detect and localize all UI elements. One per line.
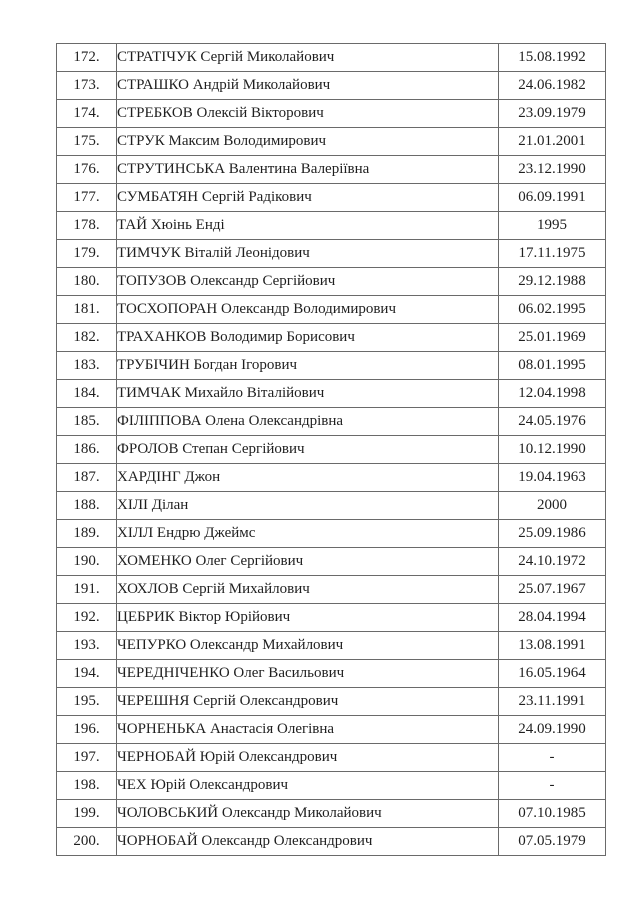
table-row [57, 548, 606, 576]
table-row [57, 520, 606, 548]
row-number-cell: 187. [57, 464, 117, 492]
table-row [57, 212, 606, 240]
person-name-cell: ТОСХОПОРАН Олександр Володимирович [117, 296, 499, 324]
birth-date-cell: 23.12.1990 [499, 156, 606, 184]
person-name-cell: ЧОРНЕНЬКА Анастасія Олегівна [117, 716, 499, 744]
birth-date-cell: 28.04.1994 [499, 604, 606, 632]
table-row [57, 576, 606, 604]
birth-date-cell: 06.02.1995 [499, 296, 606, 324]
table-row [57, 324, 606, 352]
person-name-cell: ЦЕБРИК Віктор Юрійович [117, 604, 499, 632]
birth-date-cell: 10.12.1990 [499, 436, 606, 464]
table-row [57, 436, 606, 464]
birth-date-cell: 24.10.1972 [499, 548, 606, 576]
person-name-cell: ЧЕРЕДНІЧЕНКО Олег Васильович [117, 660, 499, 688]
table-row [57, 380, 606, 408]
row-number-cell: 178. [57, 212, 117, 240]
birth-date-cell: 16.05.1964 [499, 660, 606, 688]
birth-date-cell: 24.06.1982 [499, 72, 606, 100]
birth-date-cell: 07.10.1985 [499, 800, 606, 828]
birth-date-cell: 17.11.1975 [499, 240, 606, 268]
birth-date-cell: 23.11.1991 [499, 688, 606, 716]
birth-date-cell: 1995 [499, 212, 606, 240]
row-number-cell: 180. [57, 268, 117, 296]
row-number-cell: 179. [57, 240, 117, 268]
row-number-cell: 197. [57, 744, 117, 772]
table-row [57, 660, 606, 688]
table-row [57, 296, 606, 324]
birth-date-cell: 07.05.1979 [499, 828, 606, 856]
table-row [57, 156, 606, 184]
table-row [57, 268, 606, 296]
row-number-cell: 188. [57, 492, 117, 520]
table-row [57, 772, 606, 800]
row-number-cell: 195. [57, 688, 117, 716]
table-row [57, 100, 606, 128]
person-name-cell: СТРАТІЧУК Сергій Миколайович [117, 44, 499, 72]
person-name-cell: ТИМЧУК Віталій Леонідович [117, 240, 499, 268]
table-row [57, 44, 606, 72]
row-number-cell: 176. [57, 156, 117, 184]
table-row [57, 184, 606, 212]
row-number-cell: 183. [57, 352, 117, 380]
person-name-cell: СУМБАТЯН Сергій Радікович [117, 184, 499, 212]
table-row [57, 408, 606, 436]
table-row [57, 72, 606, 100]
row-number-cell: 172. [57, 44, 117, 72]
birth-date-cell: 24.05.1976 [499, 408, 606, 436]
table-row [57, 464, 606, 492]
person-name-cell: ФІЛІППОВА Олена Олександрівна [117, 408, 499, 436]
person-name-cell: ТИМЧАК Михайло Віталійович [117, 380, 499, 408]
birth-date-cell: 29.12.1988 [499, 268, 606, 296]
table-row [57, 128, 606, 156]
table-row [57, 632, 606, 660]
row-number-cell: 185. [57, 408, 117, 436]
row-number-cell: 174. [57, 100, 117, 128]
table-row [57, 492, 606, 520]
person-name-cell: ХІЛЛ Ендрю Джеймс [117, 520, 499, 548]
person-name-cell: ЧЕРНОБАЙ Юрій Олександрович [117, 744, 499, 772]
person-name-cell: ТРУБІЧИН Богдан Ігорович [117, 352, 499, 380]
person-name-cell: ЧЕРЕШНЯ Сергій Олександрович [117, 688, 499, 716]
table-row [57, 716, 606, 744]
roster-table-body [57, 44, 606, 856]
birth-date-cell: 15.08.1992 [499, 44, 606, 72]
table-row [57, 240, 606, 268]
birth-date-cell: 25.09.1986 [499, 520, 606, 548]
person-name-cell: СТРАШКО Андрій Миколайович [117, 72, 499, 100]
person-name-cell: СТРУК Максим Володимирович [117, 128, 499, 156]
row-number-cell: 191. [57, 576, 117, 604]
row-number-cell: 184. [57, 380, 117, 408]
birth-date-cell: - [499, 744, 606, 772]
table-row [57, 604, 606, 632]
person-name-cell: ФРОЛОВ Степан Сергійович [117, 436, 499, 464]
birth-date-cell: 24.09.1990 [499, 716, 606, 744]
birth-date-cell: 23.09.1979 [499, 100, 606, 128]
birth-date-cell: - [499, 772, 606, 800]
person-name-cell: ЧОРНОБАЙ Олександр Олександрович [117, 828, 499, 856]
row-number-cell: 177. [57, 184, 117, 212]
person-name-cell: ХОХЛОВ Сергій Михайлович [117, 576, 499, 604]
birth-date-cell: 08.01.1995 [499, 352, 606, 380]
birth-date-cell: 21.01.2001 [499, 128, 606, 156]
table-row [57, 744, 606, 772]
row-number-cell: 186. [57, 436, 117, 464]
row-number-cell: 193. [57, 632, 117, 660]
birth-date-cell: 12.04.1998 [499, 380, 606, 408]
table-row [57, 828, 606, 856]
row-number-cell: 198. [57, 772, 117, 800]
row-number-cell: 192. [57, 604, 117, 632]
birth-date-cell: 25.01.1969 [499, 324, 606, 352]
birth-date-cell: 06.09.1991 [499, 184, 606, 212]
person-name-cell: ЧЕПУРКО Олександр Михайлович [117, 632, 499, 660]
table-row [57, 800, 606, 828]
row-number-cell: 182. [57, 324, 117, 352]
person-name-cell: ХІЛІ Ділан [117, 492, 499, 520]
birth-date-cell: 13.08.1991 [499, 632, 606, 660]
table-row [57, 688, 606, 716]
row-number-cell: 199. [57, 800, 117, 828]
row-number-cell: 200. [57, 828, 117, 856]
person-name-cell: СТРЕБКОВ Олексій Вікторович [117, 100, 499, 128]
row-number-cell: 189. [57, 520, 117, 548]
row-number-cell: 194. [57, 660, 117, 688]
person-name-cell: ХОМЕНКО Олег Сергійович [117, 548, 499, 576]
person-name-cell: ТРАХАНКОВ Володимир Борисович [117, 324, 499, 352]
birth-date-cell: 19.04.1963 [499, 464, 606, 492]
person-name-cell: ЧЕХ Юрій Олександрович [117, 772, 499, 800]
row-number-cell: 190. [57, 548, 117, 576]
person-name-cell: СТРУТИНСЬКА Валентина Валеріївна [117, 156, 499, 184]
row-number-cell: 196. [57, 716, 117, 744]
row-number-cell: 173. [57, 72, 117, 100]
birth-date-cell: 25.07.1967 [499, 576, 606, 604]
table-row [57, 352, 606, 380]
person-name-cell: ХАРДІНГ Джон [117, 464, 499, 492]
person-name-cell: ТОПУЗОВ Олександр Сергійович [117, 268, 499, 296]
person-name-cell: ТАЙ Хюінь Енді [117, 212, 499, 240]
row-number-cell: 181. [57, 296, 117, 324]
row-number-cell: 175. [57, 128, 117, 156]
birth-date-cell: 2000 [499, 492, 606, 520]
person-name-cell: ЧОЛОВСЬКИЙ Олександр Миколайович [117, 800, 499, 828]
roster-table [56, 43, 606, 856]
